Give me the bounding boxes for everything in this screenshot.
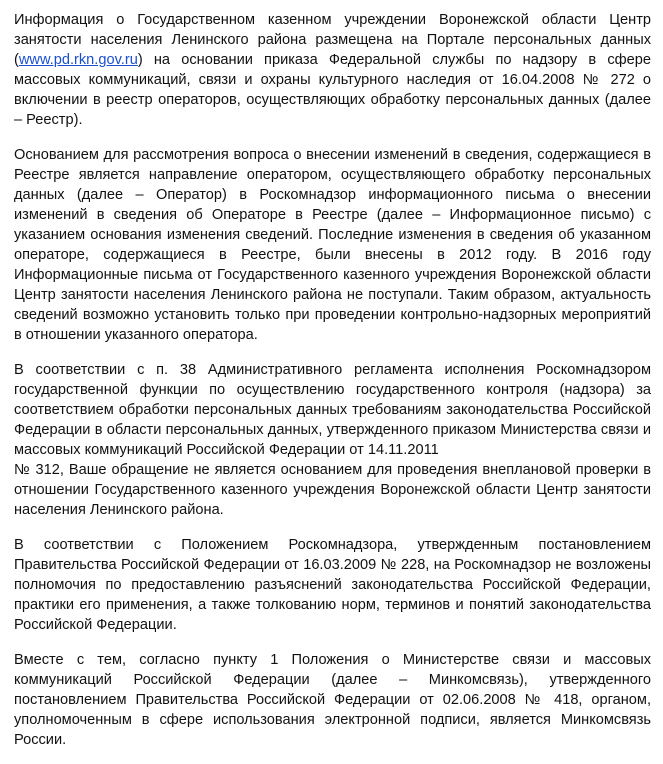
paragraph-registry-info bbox=[14, 10, 651, 130]
paragraph-regulation-text-b: № 312, Ваше обращение не является основанием для проведения внеплановой проверки в отношении Государственного казенного учреждения Воронежской области Центр занятости населения Ленинского района. bbox=[14, 462, 651, 518]
letter-body bbox=[14, 10, 651, 750]
paragraph-changes-basis: Основанием для рассмотрения вопроса о внесении изменений в сведения, содержащиеся в Реестре является направление оператором, осуществляющего обработку персональных данных (далее – Оператор) в Роскомнадзор информационного письма о внесении изменений в сведения об Операторе в Реестре (далее – Информационное письмо) с указанием основания изменения сведений. Последние изменения в сведения об указанном операторе, содержащиеся в Реестре, были внесены в 2012 году. В 2016 году Информационные письма от Государственного казенного учреждения Воронежской области Центр занятости населения Ленинского района не поступали. Таким образом, актуальность сведений возможно установить только при проведении контрольно-надзорных мероприятий в отношении указанного оператора. bbox=[14, 147, 651, 343]
paragraph-regulation-reference bbox=[14, 360, 651, 520]
paragraph-regulation-text-a: В соответствии с п. 38 Административного регламента исполнения Роскомнадзором государственной функции по осуществлению государственного контроля (надзора) за соответствием обработки персональных данных требованиям законодательства Российской Федерации в области персональных данных, утвержденного приказом Министерства связи и массовых коммуникаций Российской Федерации от 14.11.2011 bbox=[14, 362, 651, 458]
paragraph-registry-info-text-b: ) на основании приказа Федеральной службы по надзору в сфере массовых коммуникаций, связи и охраны культурного наследия от 16.04.2008 № 272 о включении в реестр операторов, осуществляющих обработку персональных данных (далее – Реестр). bbox=[14, 52, 651, 128]
pd-portal-link[interactable]: www.pd.rkn.gov.ru bbox=[18, 52, 138, 68]
paragraph-powers-limitation: В соответствии с Положением Роскомнадзора, утвержденным постановлением Правительства Российской Федерации от 16.03.2009 № 228, на Роскомнадзор не возложены полномочия по предоставлению разъяснений законодательства Российской Федерации, практики его применения, а также толкованию норм, терминов и понятий законодательства Российской Федерации. bbox=[14, 537, 651, 633]
paragraph-mincomsvyaz: Вместе с тем, согласно пункту 1 Положения о Министерстве связи и массовых коммуникаций Российской Федерации (далее – Минкомсвязь), утвержденного постановлением Правительства Российской Федерации от 02.06.2008 № 418, органом, уполномоченным в сфере использования электронной подписи, является Минкомсвязь России. bbox=[14, 652, 651, 748]
paragraph-registry-info-text-a: Информация о Государственном казенном учреждении Воронежской области Центр занятости населения Ленинского района размещена на Портале персональных данных ( bbox=[14, 12, 651, 68]
